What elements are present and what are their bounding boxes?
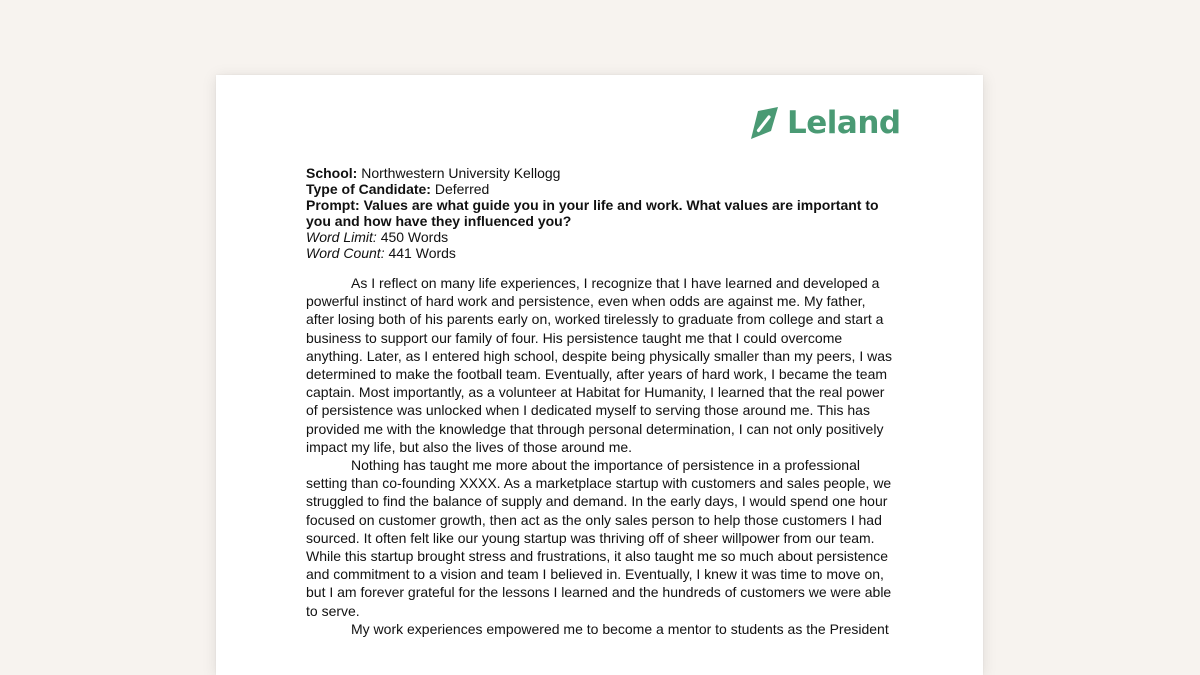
prompt-line bbox=[306, 197, 896, 229]
essay-paragraph-1: As I reflect on many life experiences, I recognize that I have learned and developed a powerful instinct of hard work and persistence, even when odds are against me. My father, after losing both of his parents early on, worked tirelessly to graduate from college and start a business to support our family of four. His persistence taught me that I could overcome anything. Later, as I entered high school, despite being physically smaller than my peers, I was determined to make the football team. Eventually, after years of hard work, I became the team captain. Most importantly, as a volunteer at Habitat for Humanity, I learned that the real power of persistence was unlocked when I dedicated myself to serving those around me. This has provided me with the knowledge that through personal determination, I can not only positively impact my life, but also the lives of those around me. bbox=[306, 275, 892, 455]
word-limit-line bbox=[306, 229, 896, 245]
essay-text bbox=[306, 274, 896, 638]
word-count-label: Word Count: bbox=[306, 245, 385, 261]
essay-paragraph-3: My work experiences empowered me to become a mentor to students as the President bbox=[351, 620, 889, 637]
prompt-text: Values are what guide you in your life and work. What values are important to you and how have they influenced you? bbox=[306, 197, 879, 229]
school-value: Northwestern University Kellogg bbox=[361, 165, 561, 181]
word-count-line bbox=[306, 245, 896, 261]
essay-paragraph-2: Nothing has taught me more about the importance of persistence in a professional setting than co-founding XXXX. As a marketplace startup with customers and sales people, we struggled to find the balance of supply and demand. In the early days, I would spend one hour focused on customer growth, then act as the only sales person to help those customers I had sourced. It often felt like our young startup was thriving off of sheer willpower from our team. While this startup brought stress and frustrations, it also taught me so much about persistence and commitment to a vision and team I believed in. Eventually, I knew it was time to move on, but I am forever grateful for the lessons I learned and the hundreds of customers we were able to serve. bbox=[306, 457, 892, 619]
school-line bbox=[306, 165, 896, 181]
prompt-label: Prompt: bbox=[306, 197, 360, 213]
candidate-label: Type of Candidate: bbox=[306, 181, 431, 197]
leland-logo bbox=[750, 105, 901, 141]
essay-document bbox=[216, 75, 983, 675]
candidate-line bbox=[306, 181, 896, 197]
school-label: School: bbox=[306, 165, 358, 181]
document-body bbox=[306, 165, 896, 638]
brand-name: Leland bbox=[787, 105, 901, 141]
word-limit-label: Word Limit: bbox=[306, 229, 377, 245]
word-count-value: 441 Words bbox=[388, 245, 456, 261]
candidate-value: Deferred bbox=[434, 181, 490, 197]
word-limit-value: 450 Words bbox=[380, 229, 449, 245]
leland-leaf-icon bbox=[750, 107, 779, 139]
